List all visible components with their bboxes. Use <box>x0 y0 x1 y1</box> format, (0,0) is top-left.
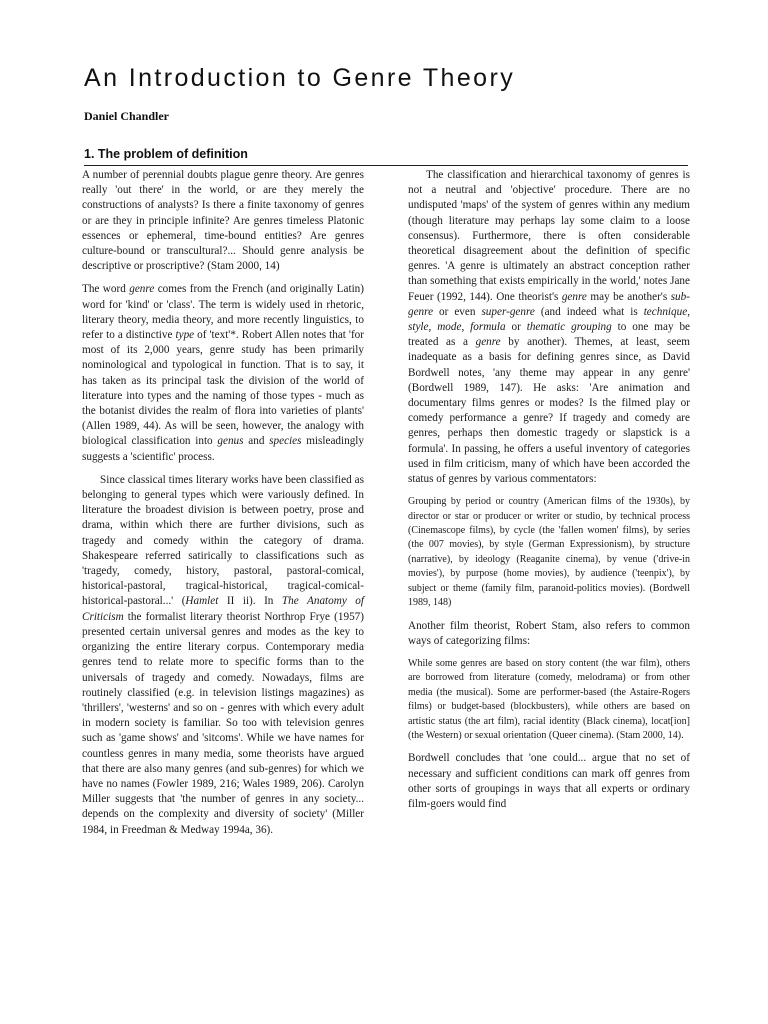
paragraph: The classification and hierarchical taxonomy of genres is not a neutral and 'objective' procedure. There are no undisputed 'maps' of the system of genres within any medium (though literature may perhaps lay some claim to a loose consensus). Furthermore, there is often considerable theoretical disagreement about the definition of specific genres. 'A genre is ultimately an abstract conception rather than something that exists empirically in the world,' notes Jane Feuer (1992, 144). One theorist's genre may be another's sub-genre or even super-genre (and indeed what is technique, style, mode, formula or thematic grouping to one may be treated as a genre by another). Themes, at least, seem inadequate as a basis for defining genres since, as David Bordwell notes, 'any theme may appear in any genre' (Bordwell 1989, 147). He asks: 'Are animation and documentary films genres or modes? Is the filmed play or comedy performance a genre? If tragedy and comedy are genres, perhaps then domestic tragedy or slapstick is a formula'. In passing, he offers a useful inventory of categories used in film criticism, many of which have been accorded the status of genres by various commentators: <box>408 169 691 486</box>
section-heading: 1. The problem of definition <box>84 147 248 161</box>
opening-quote: A number of perennial doubts plague genre theory. Are genres really 'out there' in the world, or are they merely the constructions of analysts? Is there a finite taxonomy of genres or are they in principle infinite? Are genres timeless Platonic essences or ephemeral, time-bound entities? Are genres culture-bound or transcultural?... Should genre analysis be descriptive or proscriptive? (Stam 2000, 14) <box>82 169 364 273</box>
left-column <box>82 168 364 846</box>
paragraph: Since classical times literary works have been classified as belonging to general types which were variously defined. In literature the broadest division is between poetry, prose and drama, within which there are further divisions, such as tragedy and comedy within the category of drama. Shakespeare referred satirically to classifications such as 'tragedy, comedy, history, pastoral, pastoral-comical, historical-pastoral, tragical-historical, tragical-comical-historical-pastoral...' (Hamlet II ii). In The Anatomy of Criticism the formalist literary theorist Northrop Frye (1957) presented certain universal genres and modes as the key to organizing the entire literary corpus. Contemporary media genres tend to relate more to specific forms than to the universals of tragedy and comedy. Nowadays, films are routinely classified (e.g. in television listings magazines) as 'thrillers', 'westerns' and so on - genres with which every adult in modern society is familiar. So too with television genres such as 'game shows' and 'sitcoms'. While we have names for countless genres in many media, some theorists have argued that there are also many genres (and sub-genres) for which we have no names (Fowler 1989, 216; Wales 1989, 206). Carolyn Miller suggests that 'the number of genres in any society... depends on the complexity and diversity of society' (Miller 1984, in Freedman & Medway 1994a, 36). <box>82 473 364 836</box>
block-quote: While some genres are based on story content (the war film), others are borrowed from literature (comedy, melodrama) or from other media (the musical). Some are performer-based (the Astaire-Rogers films) or budget-based (blockbusters), while others are based on artistic status (the art film), racial identity (Black cinema), locat[ion] (the Western) or sexual orientation (Queer cinema). (Stam 2000, 14). <box>408 657 690 741</box>
document-title: An Introduction to Genre Theory <box>84 64 516 92</box>
right-column <box>408 168 690 820</box>
paragraph: Bordwell concludes that 'one could... argue that no set of necessary and sufficient conditions can mark off genres from other sorts of groupings in ways that all experts or ordinary film-goers would find <box>408 752 690 810</box>
paragraph: Another film theorist, Robert Stam, also refers to common ways of categorizing films: <box>408 619 690 647</box>
author-name: Daniel Chandler <box>84 109 170 123</box>
paragraph: The word genre comes from the French (and originally Latin) word for 'kind' or 'class'. The term is widely used in rhetoric, literary theory, media theory, and more recently linguistics, to refer to a distinctive type of 'text'*. Robert Allen notes that 'for most of its 2,000 years, genre study has been primarily nominological and typological in function. That is to say, it has taken as its principal task the division of the world of literature into types and the naming of those types - much as the botanist divides the realm of flora into varieties of plants' (Allen 1989, 44). As will be seen, however, the analogy with biological classification into genus and species misleadingly suggests a 'scientific' process. <box>82 283 365 463</box>
section-rule <box>84 165 688 166</box>
block-quote: Grouping by period or country (American films of the 1930s), by director or star or producer or writer or studio, by technical process (Cinemascope films), by cycle (the 'fallen women' films), by series (the 007 movies), by style (German Expressionism), by structure (narrative), by ideology (Reaganite cinema), by venue ('drive-in movies'), by purpose (home movies), by audience ('teenpix'), by subject or theme (family film, paranoid-politics movies). (Bordwell 1989, 148) <box>408 496 690 609</box>
